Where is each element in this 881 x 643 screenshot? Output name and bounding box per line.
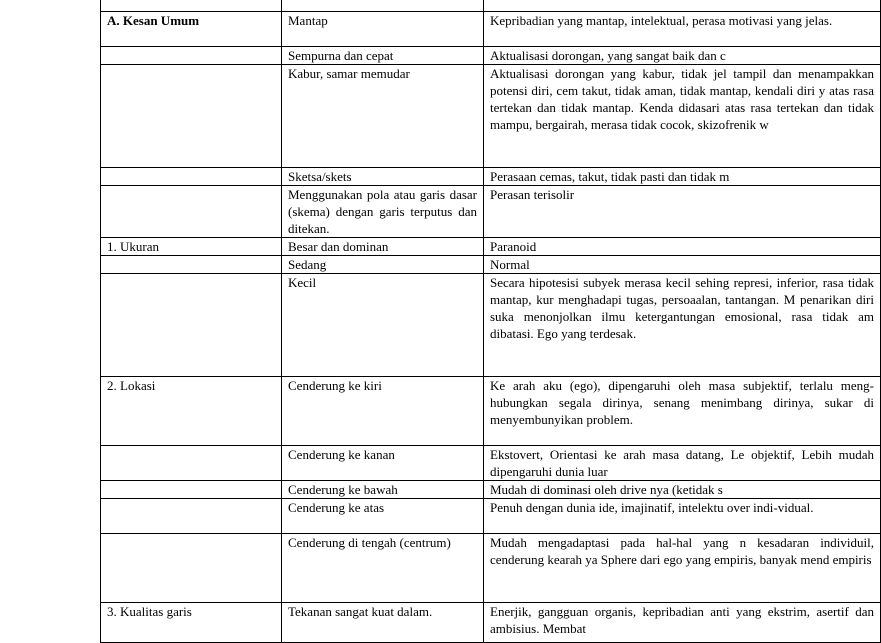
table-row — [101, 256, 881, 274]
indicator-cell: Cenderung ke atas — [282, 499, 484, 534]
interpretation-cell: Normal — [484, 256, 881, 274]
indicator-cell: Cenderung di tengah (centrum) — [282, 534, 484, 603]
interpretation-cell: Kepribadian yang mantap, intelektual, perasa motivasi yang jelas. — [484, 12, 881, 47]
interpretation-cell: Perasan terisolir — [484, 186, 881, 238]
category-cell — [101, 168, 282, 186]
indicator-cell: Mantap — [282, 12, 484, 47]
category-cell — [101, 481, 282, 499]
table-row — [101, 446, 881, 481]
category-cell — [101, 499, 282, 534]
table-row — [101, 534, 881, 603]
header-cell — [101, 0, 282, 12]
interpretation-cell: Perasaan cemas, takut, tidak pasti dan tidak m — [484, 168, 881, 186]
category-cell — [101, 534, 282, 603]
table-row — [101, 377, 881, 446]
table-row — [101, 168, 881, 186]
indicator-cell: Cenderung ke kiri — [282, 377, 484, 446]
interpretation-cell: Mudah mengadaptasi pada hal-hal yang n kesadaran individuil, cenderung kearah ya Sphere dari ego yang empiris, banyak mend empiris — [484, 534, 881, 603]
table-row — [101, 238, 881, 256]
indicator-cell: Besar dan dominan — [282, 238, 484, 256]
table-row — [101, 12, 881, 47]
indicator-cell: Kabur, samar memudar — [282, 65, 484, 168]
category-cell: 3. Kualitas garis — [101, 603, 282, 643]
table-row — [101, 47, 881, 65]
category-cell — [101, 65, 282, 168]
table-row — [101, 186, 881, 238]
category-cell: A. Kesan Umum — [101, 12, 282, 47]
indicator-cell: Cenderung ke bawah — [282, 481, 484, 499]
table-row — [101, 65, 881, 168]
interpretation-cell: Penuh dengan dunia ide, imajinatif, intelektu over indi-vidual. — [484, 499, 881, 534]
indicator-cell: Tekanan sangat kuat dalam. — [282, 603, 484, 643]
interpretation-cell: Ke arah aku (ego), dipengaruhi oleh masa subjektif, terlalu meng-hubungkan segala dirinya, senang menimbang dirinya, sukar di menyembunyikan problem. — [484, 377, 881, 446]
interpretation-cell: Paranoid — [484, 238, 881, 256]
category-cell: 2. Lokasi — [101, 377, 282, 446]
interpretation-cell: Mudah di dominasi oleh drive nya (ketidak s — [484, 481, 881, 499]
table-row — [101, 603, 881, 643]
category-cell — [101, 47, 282, 65]
category-cell: 1. Ukuran — [101, 238, 282, 256]
category-cell — [101, 274, 282, 377]
indicator-cell: Sketsa/skets — [282, 168, 484, 186]
table-row — [101, 274, 881, 377]
interpretation-cell: Secara hipotesisi subyek merasa kecil sehing represi, inferior, rasa tidak mantap, kur menghadapi tugas, persoaalan, tantangan. M penarikan diri suka menonjolkan ilmu ketergantungan emosional, rasa tidak am dibatasi. Ego yang terdesak. — [484, 274, 881, 377]
header-cell — [282, 0, 484, 12]
interpretation-table — [100, 0, 881, 643]
indicator-cell: Sedang — [282, 256, 484, 274]
interpretation-cell: Aktualisasi dorongan, yang sangat baik dan c — [484, 47, 881, 65]
category-cell — [101, 446, 282, 481]
category-cell — [101, 256, 282, 274]
table-row — [101, 499, 881, 534]
indicator-cell: Sempurna dan cepat — [282, 47, 484, 65]
category-cell — [101, 186, 282, 238]
header-cell — [484, 0, 881, 12]
table-row — [101, 481, 881, 499]
indicator-cell: Kecil — [282, 274, 484, 377]
indicator-cell: Menggunakan pola atau garis dasar (skema) dengan garis terputus dan ditekan. — [282, 186, 484, 238]
interpretation-cell: Aktualisasi dorongan yang kabur, tidak jel tampil dan menampakkan potensi diri, cem takut, tidak aman, tidak mantap, kendali diri y atas rasa tertekan dan tidak mantap. Kenda didasari atas rasa tertekan dan tidak mampu, bergairah, merasa tidak cocok, skizofrenik w — [484, 65, 881, 168]
table-header-row — [101, 0, 881, 12]
indicator-cell: Cenderung ke kanan — [282, 446, 484, 481]
interpretation-cell: Enerjik, gangguan organis, kepribadian anti yang ekstrim, asertif dan ambisius. Membat — [484, 603, 881, 643]
interpretation-cell: Ekstovert, Orientasi ke arah masa datang, Le objektif, Lebih mudah dipengaruhi dunia luar — [484, 446, 881, 481]
